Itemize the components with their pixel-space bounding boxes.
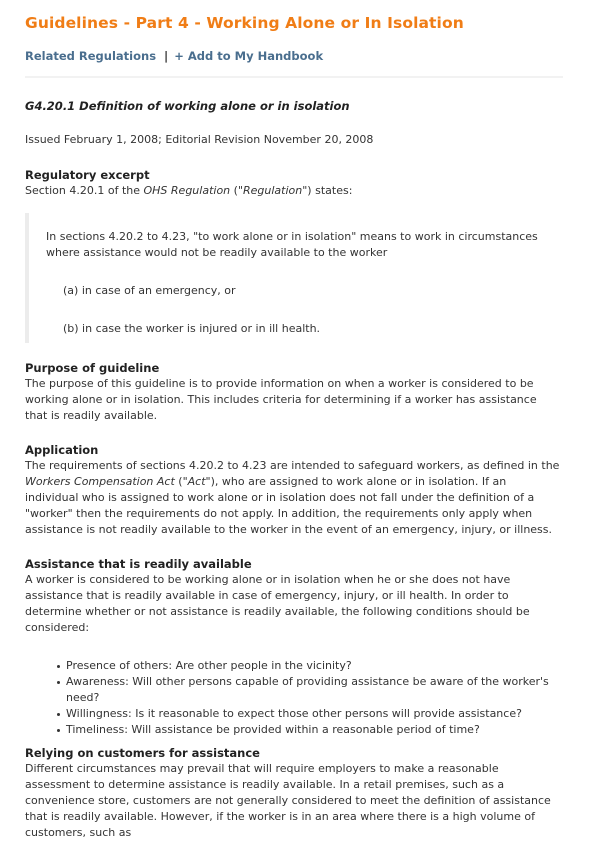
add-to-handbook-link[interactable]: + Add to My Handbook	[174, 49, 324, 63]
section-heading: Assistance that is readily available	[25, 557, 252, 571]
regulation-name: OHS Regulation	[143, 184, 231, 197]
text-part: "), who are assigned to work alone or in isolation. If an individual who is assigned to work alone or in isolation does not fall under the definition of a "worker" then the requirements do not apply. In addition, the requirements only apply when assistance is not readily available to the worker in the event of an emergency, injury, or illness.	[25, 475, 553, 536]
text-part: ("	[174, 475, 188, 488]
intro-text: Section 4.20.1 of the	[25, 184, 144, 197]
regulation-short-name: Regulation	[243, 184, 303, 197]
header-links	[25, 48, 562, 64]
list-item: Willingness: Is it reasonable to expect those other persons will provide assistance?	[57, 706, 562, 722]
quote-item-a: (a) in case of an emergency, or	[63, 284, 236, 297]
intro-text: ("	[230, 184, 244, 197]
list-item: Timeliness: Will assistance be provided within a reasonable period of time?	[57, 722, 562, 738]
text-part: The requirements of sections 4.20.2 to 4.23 are intended to safeguard workers, as defined in the	[25, 459, 560, 472]
guideline-heading: G4.20.1 Definition of working alone or in isolation	[25, 99, 350, 113]
section-heading: Application	[25, 443, 99, 457]
section-heading: Relying on customers for assistance	[25, 746, 260, 760]
act-name: Workers Compensation Act	[25, 475, 175, 488]
regulatory-excerpt-section	[25, 168, 562, 343]
section-text: Different circumstances may prevail that will require employers to make a reasonable assessment to determine assistance is readily available. In a retail premises, such as a convenience store, customers are not generally considered to meet the definition of assistance that is readily available. However, if the worker is in an area where there is a high volume of customers, such as	[25, 762, 551, 839]
purpose-section	[25, 361, 562, 424]
list-item: Presence of others: Are other people in the vicinity?	[57, 658, 562, 674]
section-heading: Regulatory excerpt	[25, 168, 150, 182]
quote-item-b: (b) in case the worker is injured or in ill health.	[63, 322, 321, 335]
regulation-quote	[25, 213, 559, 343]
quote-text: In sections 4.20.2 to 4.23, "to work alone or in isolation" means to work in circumstances where assistance would not be readily available to the worker	[46, 230, 538, 259]
intro-text: ") states:	[302, 184, 353, 197]
act-short-name: Act	[187, 475, 206, 488]
page-title: Guidelines - Part 4 - Working Alone or In Isolation	[25, 14, 464, 32]
relying-section	[25, 746, 562, 841]
section-heading: Purpose of guideline	[25, 361, 160, 375]
section-text: The purpose of this guideline is to provide information on when a worker is considered to be working alone or in isolation. This includes criteria for determining if a worker has assistance that is readily available.	[25, 377, 537, 422]
list-item: Awareness: Will other persons capable of providing assistance be aware of the worker's need?	[57, 674, 562, 706]
link-separator: |	[164, 49, 169, 63]
issued-date: Issued February 1, 2008; Editorial Revision November 20, 2008	[25, 133, 374, 146]
section-text	[25, 458, 562, 538]
divider	[25, 76, 563, 78]
related-regulations-link[interactable]: Related Regulations	[25, 49, 157, 63]
section-text: A worker is considered to be working alone or in isolation when he or she does not have assistance that is readily available in case of emergency, injury, or ill health. In order to determine whether or not assistance is readily available, the following conditions should be considered:	[25, 573, 530, 634]
application-section	[25, 443, 562, 538]
excerpt-intro	[25, 183, 562, 199]
conditions-list	[25, 658, 562, 738]
assistance-section	[25, 557, 562, 738]
